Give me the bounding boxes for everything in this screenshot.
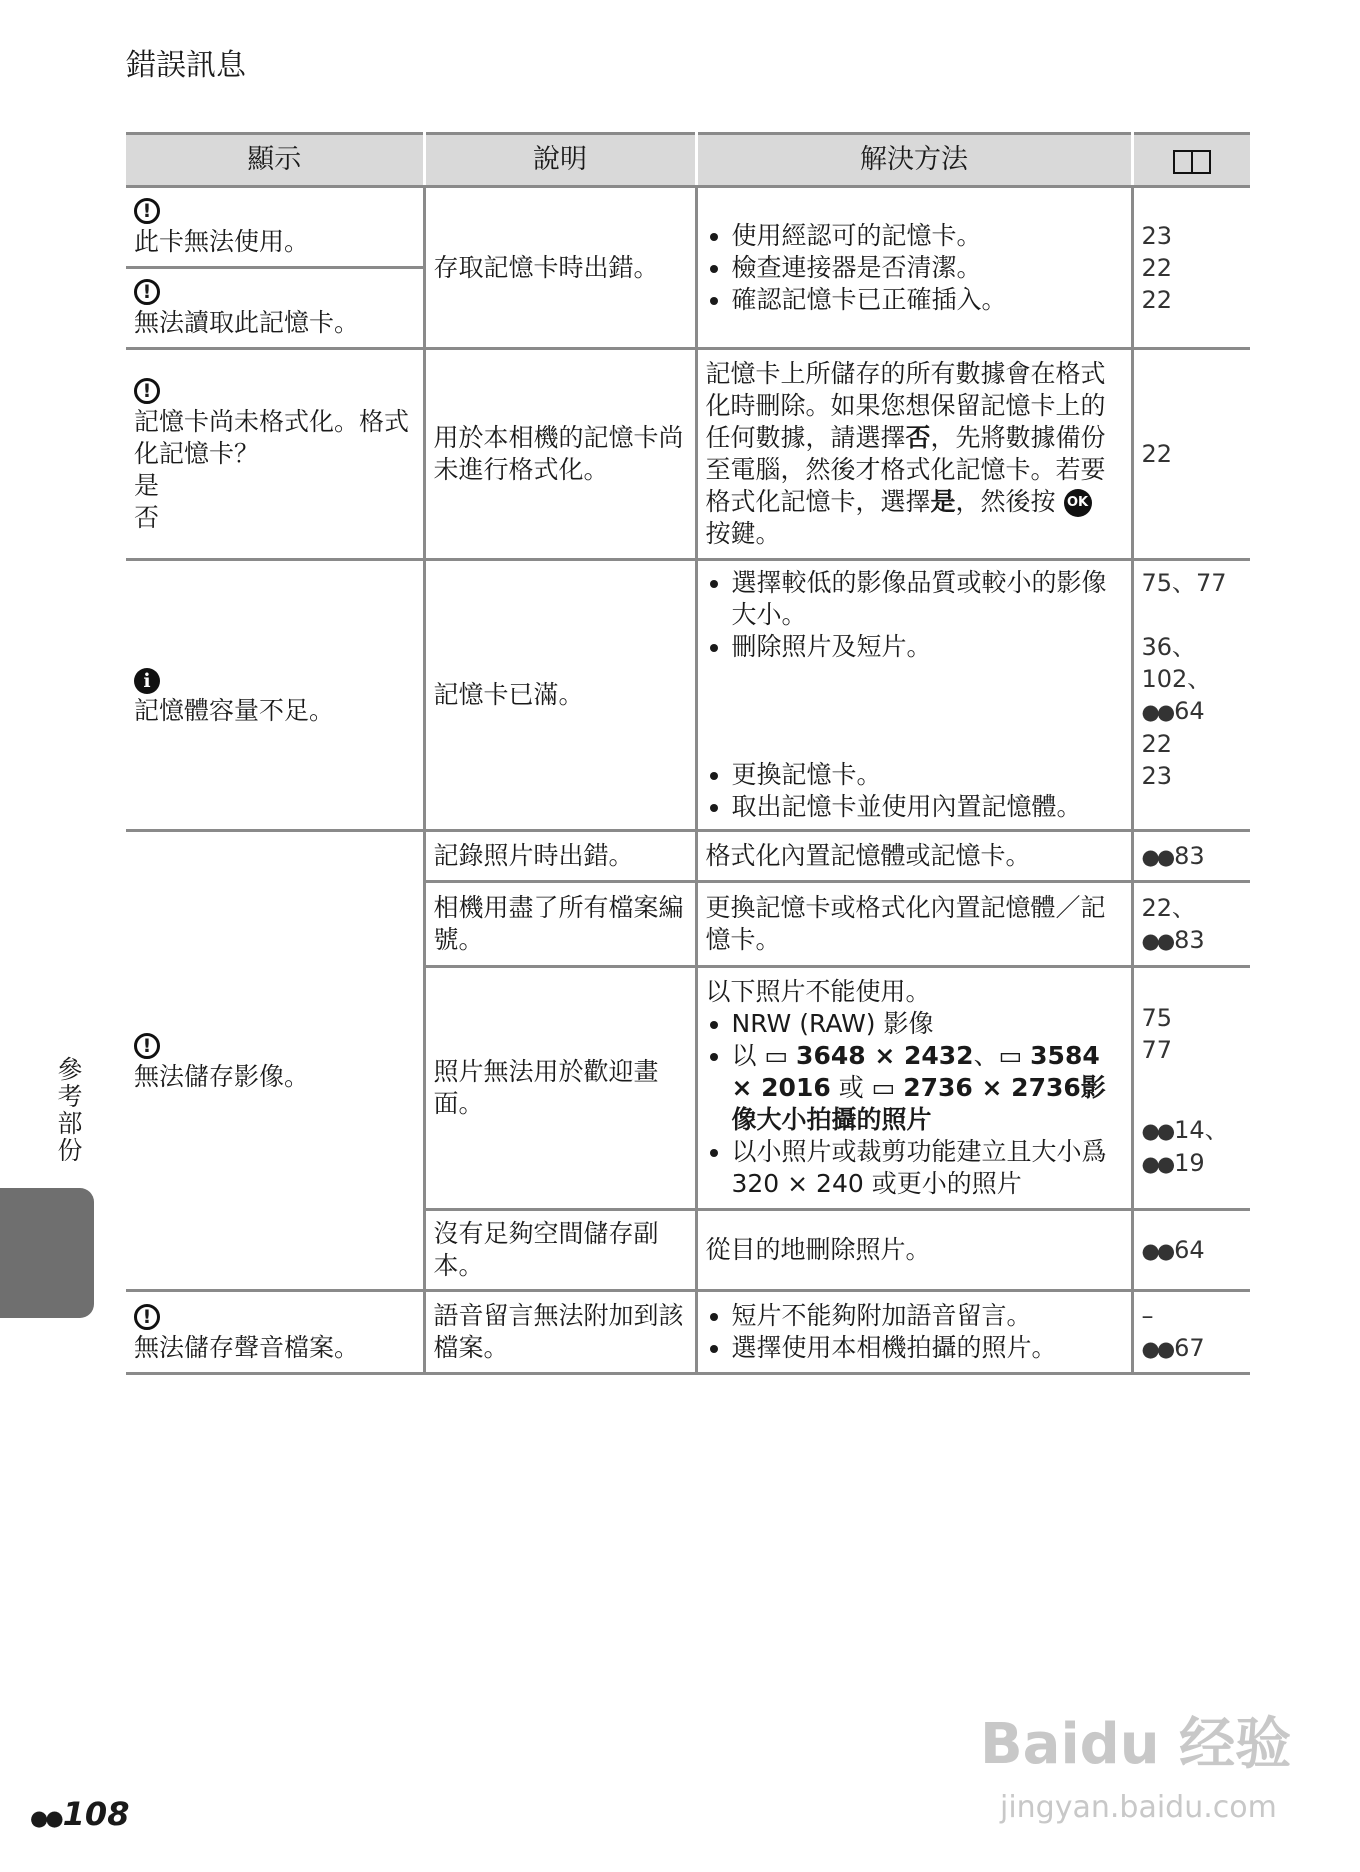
solution-cell bbox=[696, 349, 1132, 560]
warning-icon bbox=[134, 1304, 160, 1330]
solution-no-option: 否 bbox=[905, 423, 931, 452]
solution-text: ，然後按 bbox=[955, 487, 1056, 516]
explanation-text: 記錄照片時出錯。 bbox=[433, 841, 634, 870]
display-cell bbox=[126, 1291, 424, 1374]
table-row bbox=[126, 831, 1250, 882]
book-icon bbox=[1172, 148, 1212, 174]
solution-text: ，先將數據備份至電腦，然後才格式化記憶卡。若要格式化記憶卡，選擇 bbox=[705, 423, 1106, 516]
list-item: • 確認記憶卡已正確插入。 bbox=[732, 284, 1123, 316]
reference-section-icon: ●● bbox=[1141, 1336, 1173, 1361]
explanation-cell bbox=[424, 882, 696, 967]
solution-text: 按鍵。 bbox=[705, 519, 781, 548]
explanation-text: 沒有足夠空間儲存副本。 bbox=[433, 1219, 659, 1280]
image-size-icon: ▭ bbox=[764, 1041, 789, 1070]
table-header-row bbox=[126, 134, 1250, 187]
explanation-cell bbox=[424, 967, 696, 1210]
list-item: • 更換記憶卡。 bbox=[732, 759, 1123, 791]
watermark-url: jingyan.baidu.com bbox=[1000, 1790, 1277, 1825]
reference-cell bbox=[1132, 1291, 1250, 1374]
header-explanation: 說明 bbox=[424, 134, 696, 187]
solution-text: 格式化內置記憶體或記憶卡。 bbox=[705, 841, 1031, 870]
reference-cell bbox=[1132, 349, 1250, 560]
reference-section-icon: ●● bbox=[1141, 1152, 1173, 1176]
reference-cell bbox=[1132, 967, 1250, 1210]
image-size-icon: ▭ bbox=[871, 1073, 896, 1102]
reference-cell bbox=[1132, 187, 1250, 349]
page-ref: 36、 bbox=[1141, 633, 1197, 661]
reference-section-icon: ●● bbox=[30, 1806, 61, 1830]
solution-cell bbox=[696, 967, 1132, 1210]
reference-section-icon: ●● bbox=[1141, 844, 1173, 869]
side-section-tab bbox=[0, 1188, 94, 1318]
list-item: • 短片不能夠附加語音留言。 bbox=[732, 1300, 1123, 1332]
display-text: 記憶卡尚未格式化。格式化記憶卡？ bbox=[134, 407, 410, 468]
section-title: 錯誤訊息 bbox=[126, 48, 246, 83]
reference-cell bbox=[1132, 831, 1250, 882]
display-text: 此卡無法使用。 bbox=[134, 227, 310, 256]
solution-cell bbox=[696, 560, 1132, 831]
display-text: 無法儲存影像。 bbox=[134, 1061, 310, 1091]
page-ref: ●●67 bbox=[1141, 1333, 1205, 1362]
reference-section-icon: ●● bbox=[1141, 1119, 1173, 1143]
warning-icon bbox=[134, 279, 160, 305]
solution-text: 更換記憶卡或格式化內置記憶體／記憶卡。 bbox=[705, 893, 1106, 954]
list-item: • 刪除照片及短片。 bbox=[732, 631, 1123, 663]
solution-text: 從目的地刪除照片。 bbox=[705, 1235, 931, 1264]
explanation-cell bbox=[424, 1210, 696, 1291]
solution-cell bbox=[696, 882, 1132, 967]
ok-button-icon: OK bbox=[1064, 489, 1092, 517]
explanation-cell bbox=[424, 560, 696, 831]
solution-cell bbox=[696, 831, 1132, 882]
table-row bbox=[126, 1291, 1250, 1374]
reference-section-icon: ●● bbox=[1141, 1238, 1173, 1263]
list-item: • 選擇使用本相機拍攝的照片。 bbox=[732, 1332, 1123, 1364]
display-text: 無法儲存聲音檔案。 bbox=[134, 1333, 360, 1362]
page-ref: 22 bbox=[1141, 253, 1173, 282]
solution-cell bbox=[696, 1291, 1132, 1374]
list-item: • NRW (RAW) 影像 bbox=[732, 1008, 1123, 1040]
side-section-label: 參考部份 bbox=[54, 1056, 83, 1164]
option-no: 否 bbox=[134, 503, 160, 532]
display-cell bbox=[126, 831, 424, 1291]
page-ref: 75、77 bbox=[1141, 569, 1227, 597]
solution-cell bbox=[696, 187, 1132, 349]
list-item: • 檢查連接器是否清潔。 bbox=[732, 252, 1123, 284]
page-ref: ●●19 bbox=[1141, 1149, 1205, 1177]
error-message-table bbox=[126, 132, 1250, 1375]
display-text: 無法讀取此記憶卡。 bbox=[134, 308, 360, 337]
header-solution: 解決方法 bbox=[696, 134, 1132, 187]
page-ref: 22 bbox=[1141, 730, 1173, 758]
explanation-cell bbox=[424, 187, 696, 349]
table-row bbox=[126, 349, 1250, 560]
explanation-cell bbox=[424, 831, 696, 882]
explanation-cell bbox=[424, 349, 696, 560]
page-ref: 22、 bbox=[1141, 893, 1197, 922]
warning-icon bbox=[134, 378, 160, 404]
reference-cell bbox=[1132, 560, 1250, 831]
header-display: 顯示 bbox=[126, 134, 424, 187]
display-cell bbox=[126, 349, 424, 560]
explanation-text: 照片無法用於歡迎畫面。 bbox=[433, 1057, 659, 1118]
table-row bbox=[126, 187, 1250, 268]
solution-cell bbox=[696, 1210, 1132, 1291]
page-ref: 83 bbox=[1174, 841, 1205, 870]
list-item: • 取出記憶卡並使用內置記憶體。 bbox=[732, 791, 1123, 823]
warning-icon bbox=[134, 1033, 160, 1059]
page-ref: 23 bbox=[1141, 221, 1173, 250]
header-reference bbox=[1132, 134, 1250, 187]
explanation-text: 用於本相機的記憶卡尚未進行格式化。 bbox=[433, 423, 684, 484]
list-item: • 使用經認可的記憶卡。 bbox=[732, 220, 1123, 252]
display-cell bbox=[126, 560, 424, 831]
page-ref: ●●64 bbox=[1141, 697, 1205, 725]
display-cell bbox=[126, 187, 424, 268]
display-cell bbox=[126, 268, 424, 349]
page-ref: 22 bbox=[1141, 285, 1173, 314]
warning-icon bbox=[134, 198, 160, 224]
explanation-text: 存取記憶卡時出錯。 bbox=[433, 252, 659, 282]
list-item: • 選擇較低的影像品質或較小的影像大小。 bbox=[732, 567, 1123, 631]
page-ref: 23 bbox=[1141, 762, 1173, 790]
explanation-text: 記憶卡已滿。 bbox=[433, 680, 584, 709]
page-ref: 22 bbox=[1141, 440, 1173, 468]
explanation-text: 相機用盡了所有檔案編號。 bbox=[433, 893, 684, 954]
reference-section-icon: ●● bbox=[1141, 928, 1173, 953]
page-ref: 77 bbox=[1141, 1036, 1173, 1064]
page-ref: 64 bbox=[1174, 1235, 1205, 1264]
explanation-cell bbox=[424, 1291, 696, 1374]
list-item: • 以 ▭ 3648 × 2432、▭ 3584 × 2016 或 ▭ 2736 × 2736影像大小拍攝的照片 bbox=[732, 1040, 1123, 1136]
watermark-logo: Baidu 经验 bbox=[980, 1712, 1292, 1777]
image-size-icon: ▭ bbox=[998, 1041, 1023, 1070]
page-ref: ●●14、 bbox=[1141, 1116, 1229, 1144]
display-text: 記憶體容量不足。 bbox=[134, 696, 335, 725]
page-ref: – bbox=[1141, 1301, 1154, 1330]
page-ref: ●●83 bbox=[1141, 925, 1205, 954]
reference-section-icon: ●● bbox=[1141, 700, 1173, 724]
solution-text: 以下照片不能使用。 bbox=[705, 977, 931, 1006]
solution-text: 記憶卡上所儲存的所有數據會在格式化時刪除。如果您想保留記憶卡上的任何數據，請選擇 bbox=[705, 359, 1106, 452]
table-row bbox=[126, 560, 1250, 831]
list-item: • 以小照片或裁剪功能建立且大小爲 320 × 240 或更小的照片 bbox=[732, 1136, 1123, 1200]
page-ref: 75 bbox=[1141, 1004, 1173, 1032]
page-number: ●●108 bbox=[30, 1795, 130, 1833]
solution-yes-option: 是 bbox=[930, 487, 956, 516]
page-ref: 102、 bbox=[1141, 665, 1212, 693]
option-yes: 是 bbox=[134, 471, 160, 500]
info-icon: i bbox=[134, 668, 160, 694]
reference-cell bbox=[1132, 882, 1250, 967]
reference-cell bbox=[1132, 1210, 1250, 1291]
explanation-text: 語音留言無法附加到該檔案。 bbox=[433, 1301, 684, 1362]
